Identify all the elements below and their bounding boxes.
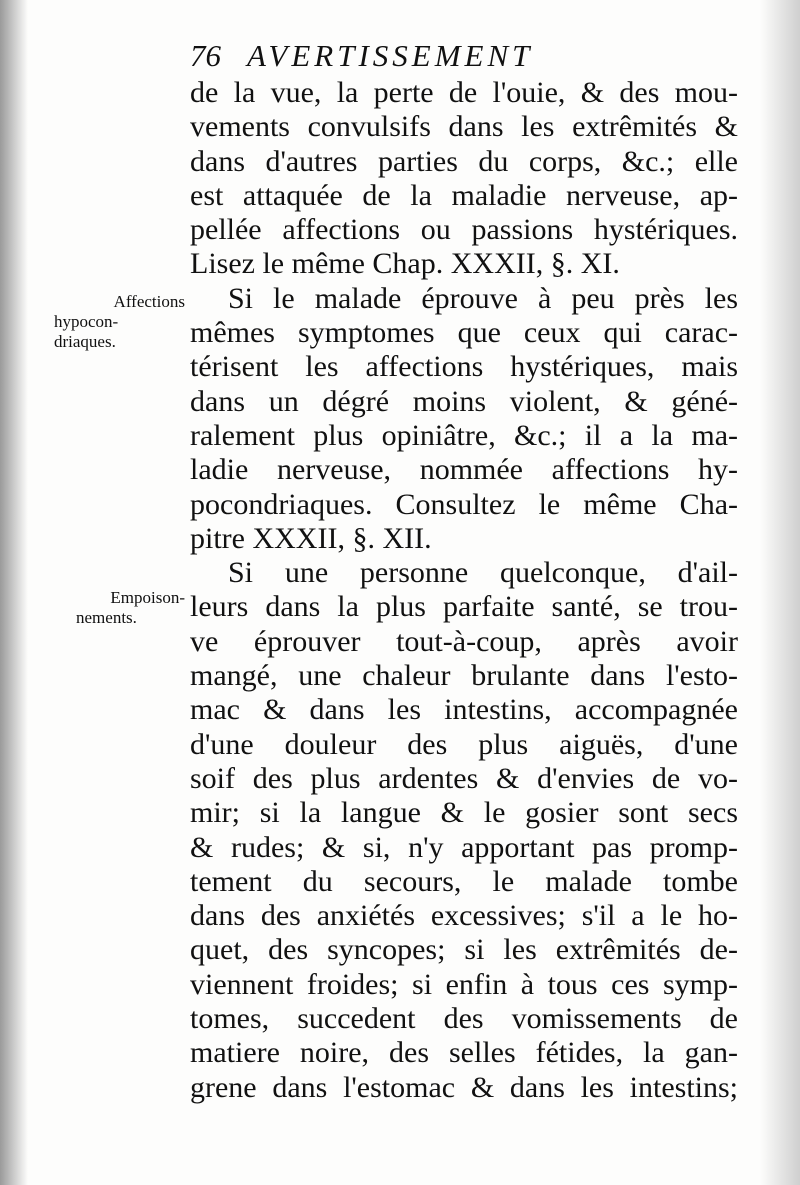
text-line: Si une personne quelconque, d'ail-	[228, 556, 738, 590]
text-line: mir; si la langue & le gosier sont secs	[190, 796, 738, 830]
text-line: quet, des syncopes; si les extrêmités de-	[190, 933, 738, 967]
page-number: 76	[190, 38, 221, 73]
text-line: Si le malade éprouve à peu près les	[228, 281, 738, 315]
text-line: mangé, une chaleur brulante dans l'esto-	[190, 659, 738, 693]
text-line: vements convulsifs dans les extrêmités &	[190, 110, 738, 144]
margin-note-line: Affections	[113, 292, 185, 311]
margin-note-line: Empoison-	[110, 588, 185, 607]
running-title: AVERTISSEMENT	[247, 38, 534, 73]
text-line: tement du secours, le malade tombe	[190, 864, 738, 898]
text-line: grene dans l'estomac & dans les intestins;	[190, 1070, 738, 1104]
margin-note-empoisonnements	[50, 588, 185, 628]
text-line: leurs dans la plus parfaite santé, se trou-	[190, 590, 738, 624]
margin-note-affections	[50, 292, 185, 352]
text-line: pellée affections ou passions hystériques.	[190, 213, 738, 247]
text-line: dans d'autres parties du corps, &c.; elle	[190, 144, 738, 178]
running-header	[190, 38, 533, 74]
text-line: dans des anxiétés excessives; s'il a le ho-	[190, 899, 738, 933]
text-line: pocondriaques. Consultez le même Cha-	[190, 487, 738, 521]
text-line: ve éprouver tout-à-coup, après avoir	[190, 624, 738, 658]
text-line: de la vue, la perte de l'ouie, & des mou-	[190, 76, 738, 109]
text-line: Lisez le même Chap. XXXII, §. XI.	[190, 247, 620, 281]
text-line: térisent les affections hystériques, mais	[190, 350, 738, 384]
text-line: soif des plus ardentes & d'envies de vo-	[190, 761, 738, 795]
text-line: pitre XXXII, §. XII.	[190, 521, 432, 555]
text-line: & rudes; & si, n'y apportant pas promp-	[190, 830, 738, 864]
text-line: tomes, succedent des vomissements de	[190, 1002, 738, 1036]
text-line: ladie nerveuse, nommée affections hy-	[190, 453, 738, 487]
margin-note-line: nements.	[76, 608, 137, 627]
margin-note-line: hypocon-	[54, 312, 119, 331]
text-line: viennent froides; si enfin à tous ces symp-	[190, 967, 738, 1001]
text-line: mêmes symptomes que ceux qui carac-	[190, 316, 738, 350]
margin-note-line: driaques.	[54, 332, 116, 351]
text-line: dans un dégré moins violent, & géné-	[190, 384, 738, 418]
text-line: ralement plus opiniâtre, &c.; il a la ma-	[190, 418, 738, 452]
body-text	[190, 76, 738, 1105]
text-line: matiere noire, des selles fétides, la gan-	[190, 1036, 738, 1070]
text-line: est attaquée de la maladie nerveuse, ap-	[190, 178, 738, 212]
text-line: d'une douleur des plus aiguës, d'une	[190, 727, 738, 761]
text-line: mac & dans les intestins, accompagnée	[190, 693, 738, 727]
